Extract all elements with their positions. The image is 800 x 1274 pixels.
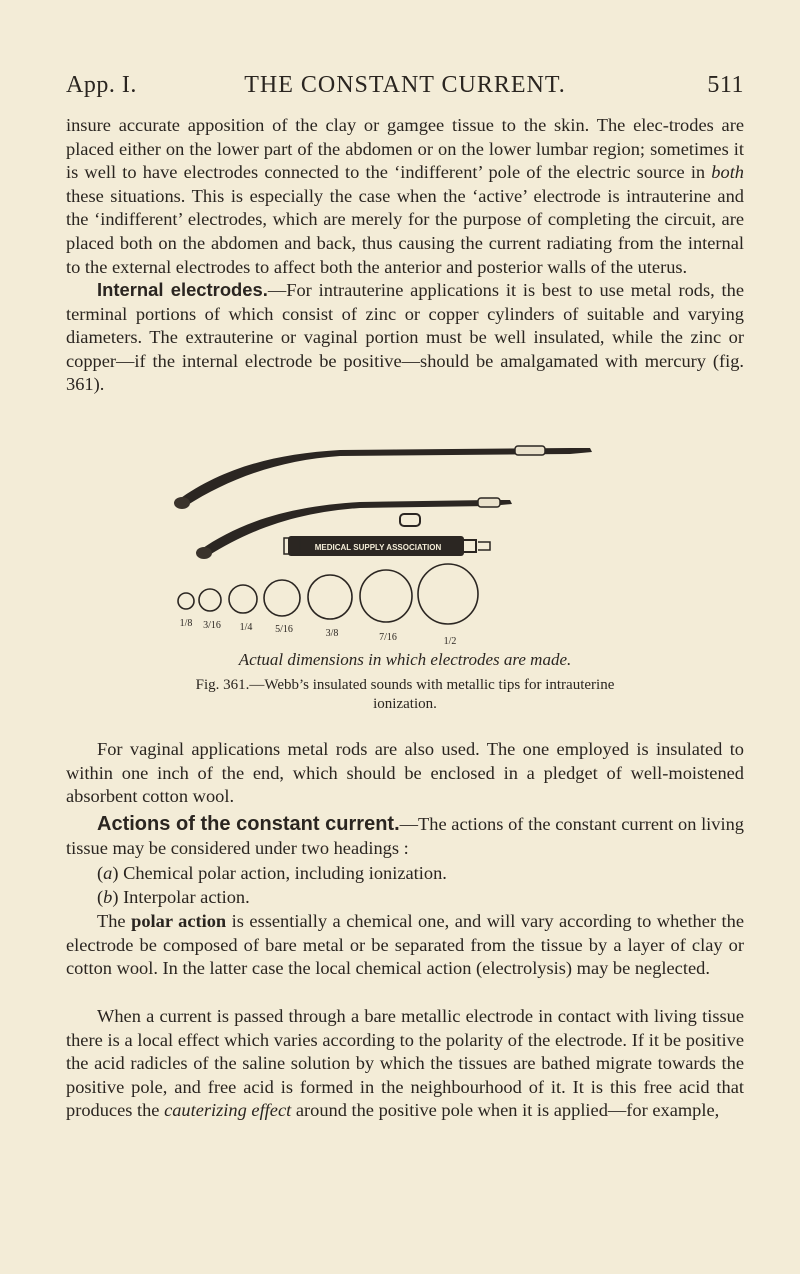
tip-size-circles: [178, 564, 478, 624]
paragraph-internal-electrodes: [66, 278, 744, 397]
figure-caption: [140, 676, 670, 714]
size-label-7: 1/2: [443, 636, 457, 647]
header-title: THE CONSTANT CURRENT.: [244, 72, 566, 98]
paragraph-actions-heading: [66, 813, 744, 860]
tip-circle-4: [264, 580, 300, 616]
emphasis-both: both: [711, 162, 744, 183]
size-label-5: 3/8: [325, 628, 339, 639]
list-item-a: (a) Chemical polar action, including ionization.: [97, 863, 447, 883]
tip-circle-7: [418, 564, 478, 624]
tip-circle-5: [308, 575, 352, 619]
text-run: insure accurate apposition of the clay or gamgee tissue to the skin. The elec-trodes are placed either on the lower part of the abdomen or on the lower lumbar region; sometimes it is well to have electrodes connected to the ‘indifferent’ pole of the electric source in: [66, 115, 744, 183]
term-polar-action: polar action: [131, 911, 227, 931]
text-run: is essentially a chemical one, and will vary according to whether the electrode be composed of bare metal or be separated from the tissue by a layer of clay or cotton wool. In the latter case the local chemical action (electrolysis) may be neglected.: [66, 911, 744, 979]
text-run: around the positive pole when it is applied—for example,: [291, 1100, 720, 1121]
tip-circle-6: [360, 570, 412, 622]
running-header: [66, 72, 744, 104]
tip-circle-1: [178, 593, 194, 609]
paragraph-electrode-placement: [66, 114, 744, 279]
emphasis-cauterizing-effect: cauterizing effect: [164, 1100, 292, 1121]
handle-label: MEDICAL SUPPLY ASSOCIATION: [314, 543, 442, 552]
paragraph-bare-electrode: [66, 1005, 744, 1123]
size-label-4: 5/16: [275, 624, 293, 635]
tip-circle-2: [199, 589, 221, 611]
heading-actions-constant-current: Actions of the constant current.: [97, 813, 400, 835]
page-number: 511: [707, 72, 744, 98]
text-run: these situations. This is especially the case when the ‘active’ electrode is intrauterine and the ‘indifferent’ electrodes, which are merely for the purpose of completing the circuit, are placed both on the abdomen and back, thus causing the current radiating from the internal to the external electrodes to affect both the anterior and posterior walls of the uterus.: [66, 185, 744, 277]
list-item-b: (b) Interpolar action.: [97, 887, 250, 907]
text-run: —For intrauterine applications it is best to use metal rods, the terminal portions of which consist of zinc or copper cylinders of suitable and varying diameters. The extrauterine or vaginal portion must be well insulated, while the zinc or copper—if the internal electrode be positive—should be amalgamated with mercury (fig. 361).: [66, 280, 744, 395]
list-text-a: Chemical polar action, including ionization.: [123, 863, 447, 883]
size-label-1: 1/8: [179, 618, 193, 629]
paragraph-vaginal-applications: For vaginal applications metal rods are also used. The one employed is insulated to within one inch of the end, which should be enclosed in a pledget of well-moistened absorbent cotton wool.: [66, 739, 744, 807]
header-appendix-label: App. I.: [66, 72, 137, 98]
list-text-b: Interpolar action.: [123, 887, 250, 907]
text-run: The: [97, 911, 132, 931]
paragraph-polar-action: [66, 910, 744, 981]
sound-upper: [174, 446, 592, 509]
text-run: When a current is passed through a bare metallic electrode in contact with living tissue there is a local effect which varies according to the polarity of the electrode. If it be positive the acid radicles of the saline solution by which the tissues are bathed migrate towards the positive pole, and free acid is formed in the neighbourhood of it. It is this free acid that produces the: [66, 1006, 744, 1121]
size-label-3: 1/4: [239, 622, 253, 633]
size-label-2: 3/16: [203, 620, 221, 631]
figure-caption-line-2: ionization.: [373, 696, 437, 712]
figure-dimension-note: Actual dimensions in which electrodes are made.: [238, 650, 572, 669]
tip-circle-3: [229, 585, 257, 613]
list-marker-a: a: [103, 863, 113, 883]
list-marker-b: b: [103, 887, 113, 907]
handle-label-plate: [284, 514, 490, 556]
figure-caption-line-1: Fig. 361.—Webb’s insulated sounds with metallic tips for intrauterine: [195, 677, 615, 693]
heading-internal-electrodes: Internal electrodes.: [97, 279, 268, 300]
text-run: —The actions of the constant current on living tissue may be considered under two headings :: [66, 814, 744, 858]
size-label-6: 7/16: [379, 632, 397, 643]
